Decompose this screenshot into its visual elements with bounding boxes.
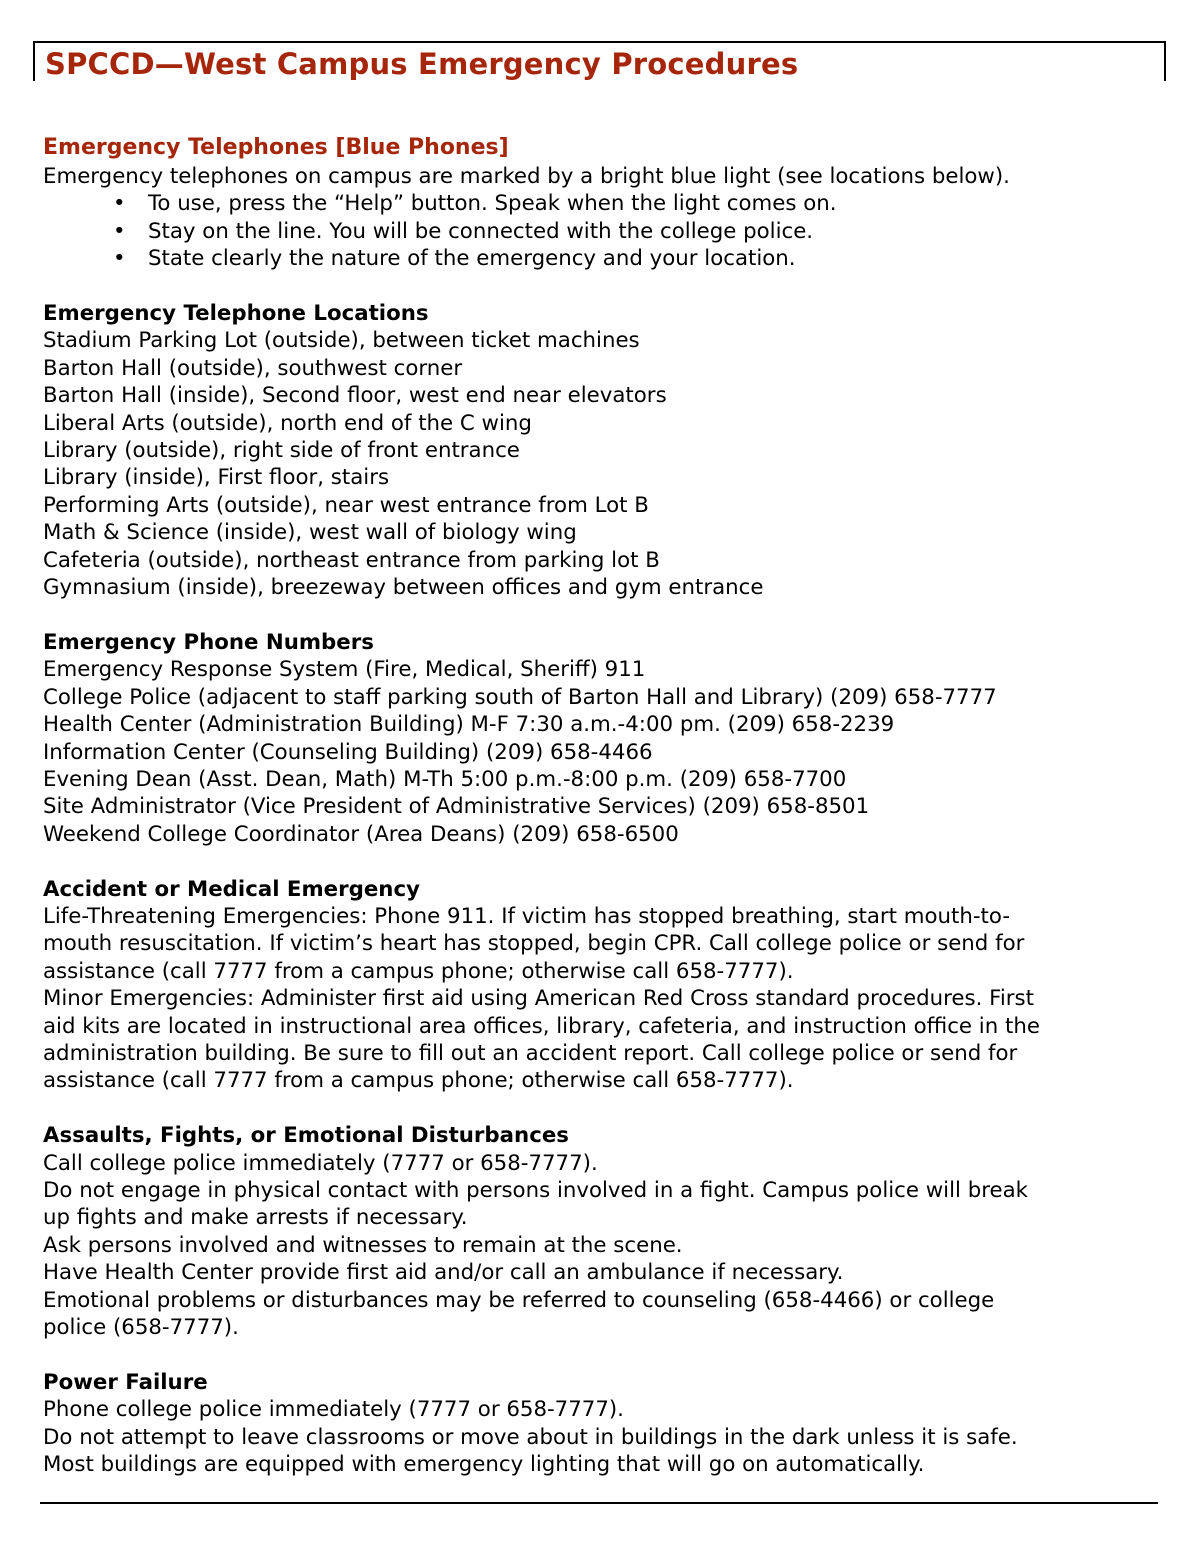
bullet-icon: •	[113, 246, 126, 272]
location-item: Library (outside), right side of front entrance	[43, 438, 520, 464]
assaults-text-line: Have Health Center provide first aid and/or call an ambulance if necessary.	[43, 1260, 844, 1286]
phone-number-item: Emergency Response System (Fire, Medical, Sheriff) 911	[43, 657, 646, 683]
phone-number-item: Site Administrator (Vice President of Administrative Services) (209) 658-8501	[43, 794, 870, 820]
location-item: Barton Hall (outside), southwest corner	[43, 355, 463, 381]
phone-number-item: Weekend College Coordinator (Area Deans) (209) 658-6500	[43, 821, 679, 847]
bottom-divider	[40, 1502, 1158, 1504]
location-item: Stadium Parking Lot (outside), between ticket machines	[43, 328, 640, 354]
medical-text-line: assistance (call 7777 from a campus phone; otherwise call 658-7777).	[43, 958, 794, 984]
section-heading-power-failure: Power Failure	[43, 1369, 208, 1395]
section-heading-locations: Emergency Telephone Locations	[43, 301, 429, 327]
location-item: Cafeteria (outside), northeast entrance from parking lot B	[43, 547, 660, 573]
blue-phones-intro: Emergency telephones on campus are marked by a bright blue light (see locations below).	[43, 164, 1010, 189]
assaults-text-line: Ask persons involved and witnesses to remain at the scene.	[43, 1232, 683, 1258]
bullet-item: • To use, press the “Help” button. Speak when the light comes on.	[113, 191, 837, 217]
phone-number-item: Evening Dean (Asst. Dean, Math) M-Th 5:00 p.m.-8:00 p.m. (209) 658-7700	[43, 766, 847, 792]
power-text-line: Do not attempt to leave classrooms or move about in buildings in the dark unless it is safe.	[43, 1424, 1018, 1450]
location-item: Performing Arts (outside), near west entrance from Lot B	[43, 492, 649, 518]
assaults-text-line: police (658-7777).	[43, 1315, 239, 1340]
page-title: SPCCD—West Campus Emergency Procedures	[45, 47, 799, 81]
title-box	[33, 41, 1166, 81]
assaults-text-line: up fights and make arrests if necessary.	[43, 1205, 468, 1231]
power-text-line: Most buildings are equipped with emergency lighting that will go on automatically.	[43, 1452, 925, 1478]
phone-number-item: Health Center (Administration Building) M-F 7:30 a.m.-4:00 pm. (209) 658-2239	[43, 712, 895, 738]
medical-text-line: mouth resuscitation. If victim’s heart has stopped, begin CPR. Call college police or send for	[43, 931, 1025, 957]
assaults-text-line: Call college police immediately (7777 or 658-7777).	[43, 1150, 598, 1176]
section-heading-phone-numbers: Emergency Phone Numbers	[43, 629, 374, 655]
section-heading-medical: Accident or Medical Emergency	[43, 876, 420, 902]
assaults-text-line: Do not engage in physical contact with persons involved in a fight. Campus police will break	[43, 1177, 1028, 1203]
medical-text-line: administration building. Be sure to fill out an accident report. Call college police or send for	[43, 1040, 1018, 1066]
section-heading-blue-phones: Emergency Telephones [Blue Phones]	[43, 135, 509, 160]
bullet-item: • State clearly the nature of the emergency and your location.	[113, 246, 796, 272]
location-item: Library (inside), First floor, stairs	[43, 465, 390, 491]
location-item: Math & Science (inside), west wall of biology wing	[43, 520, 577, 546]
medical-text-line: assistance (call 7777 from a campus phone; otherwise call 658-7777).	[43, 1068, 794, 1094]
location-item: Liberal Arts (outside), north end of the C wing	[43, 410, 532, 436]
blue-phones-bullet-list	[43, 190, 1163, 272]
document-body	[43, 133, 1163, 1478]
phone-number-item: Information Center (Counseling Building) (209) 658-4466	[43, 739, 653, 765]
location-item: Gymnasium (inside), breezeway between offices and gym entrance	[43, 575, 764, 601]
bullet-item: • Stay on the line. You will be connected with the college police.	[113, 218, 814, 244]
bullet-icon: •	[113, 191, 126, 217]
location-item: Barton Hall (inside), Second floor, west end near elevators	[43, 383, 667, 409]
assaults-text-line: Emotional problems or disturbances may be referred to counseling (658-4466) or college	[43, 1287, 995, 1313]
bullet-icon: •	[113, 218, 126, 244]
section-heading-assaults: Assaults, Fights, or Emotional Disturbances	[43, 1123, 569, 1149]
medical-text-line: aid kits are located in instructional area offices, library, cafeteria, and instruction office in the	[43, 1013, 1040, 1039]
power-text-line: Phone college police immediately (7777 or 658-7777).	[43, 1397, 624, 1423]
medical-text-line: Minor Emergencies: Administer first aid using American Red Cross standard procedures. First	[43, 986, 1034, 1012]
medical-text-line: Life-Threatening Emergencies: Phone 911. If victim has stopped breathing, start mouth-to-	[43, 903, 1011, 929]
phone-number-item: College Police (adjacent to staff parking south of Barton Hall and Library) (209) 658-7777	[43, 684, 997, 710]
